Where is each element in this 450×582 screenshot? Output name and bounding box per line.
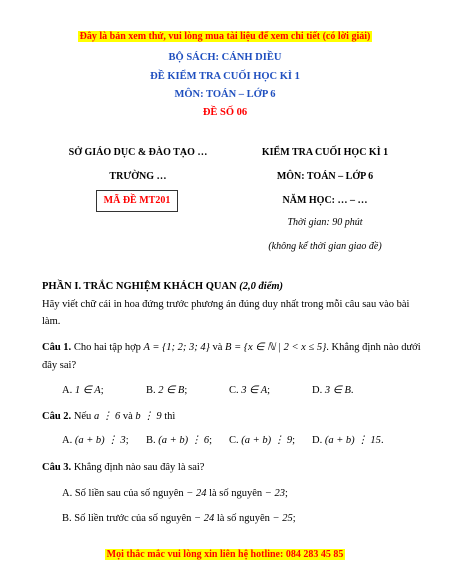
bottom-banner-row — [0, 544, 450, 562]
option-letter: B. — [146, 385, 156, 396]
option-expr: (a + b) ⋮ 9 — [241, 435, 293, 446]
option-letter: A. — [62, 435, 73, 446]
q1-option-a — [62, 384, 104, 396]
q1-option-d — [312, 384, 354, 396]
q3a-mid: là số nguyên — [206, 488, 265, 499]
q1-option-b — [146, 384, 187, 396]
right-subject: MÔN: TOÁN – LỚP 6 — [276, 171, 374, 182]
q1-label: Câu 1. — [42, 342, 72, 353]
option-expr: (a + b) ⋮ 6 — [158, 435, 210, 446]
option-expr: 3 ∈ B — [324, 385, 351, 396]
option-letter: C. — [229, 435, 239, 446]
department-name: SỞ GIÁO DỤC & ĐÀO TẠO … — [68, 147, 208, 158]
q2-and: và — [120, 411, 136, 422]
option-expr: 2 ∈ B — [158, 385, 185, 396]
option-end: ; — [267, 385, 271, 396]
q3a-end: ; — [285, 488, 288, 499]
option-expr: 3 ∈ A — [241, 385, 268, 396]
q1-stem — [42, 341, 421, 353]
subject-title: MÔN: TOÁN – LỚP 6 — [174, 89, 276, 100]
instruction-line-2: làm. — [42, 316, 61, 327]
q2-text-a: Nếu — [71, 411, 94, 422]
option-end: ; — [292, 435, 296, 446]
q2-option-b — [146, 434, 212, 446]
school-year: NĂM HỌC: … – … — [282, 195, 368, 206]
q3b-pre: B. Số liền trước của số nguyên — [62, 513, 194, 524]
q3-label: Câu 3. — [42, 462, 72, 473]
q3-option-b — [62, 513, 296, 524]
part1-heading: PHẦN I. TRẮC NGHIỆM KHÁCH QUAN — [42, 281, 240, 292]
q2-label: Câu 2. — [42, 411, 72, 422]
q3-option-a — [62, 488, 288, 499]
option-letter: D. — [312, 385, 323, 396]
option-expr: (a + b) ⋮ 3 — [74, 435, 126, 446]
q1-text-c: đây sai? — [42, 360, 77, 371]
q1-text-b: . Khẳng định nào dưới — [326, 342, 421, 353]
option-letter: C. — [229, 385, 239, 396]
q1-and: và — [209, 342, 226, 353]
q3b-mid: là số nguyên — [214, 513, 273, 524]
part1-title — [42, 281, 283, 292]
option-expr: 1 ∈ A — [74, 385, 101, 396]
option-end: ; — [209, 435, 213, 446]
q1-text-a: Cho hai tập hợp — [71, 342, 144, 353]
duration-note: (không kể thời gian giao đề) — [268, 241, 382, 252]
option-end: ; — [125, 435, 129, 446]
exam-title: ĐỀ KIỂM TRA CUỐI HỌC KÌ 1 — [150, 71, 300, 82]
book-series: BỘ SÁCH: CÁNH DIỀU — [168, 52, 282, 63]
exam-number: ĐỀ SỐ 06 — [202, 107, 248, 118]
part1-points: (2,0 điểm) — [239, 281, 284, 292]
q2-option-a — [62, 434, 129, 446]
option-expr: (a + b) ⋮ 15 — [324, 435, 381, 446]
q2-option-d — [312, 434, 384, 446]
exam-code-box: MÃ ĐỀ MT201 — [96, 190, 178, 212]
option-letter: A. — [62, 385, 73, 396]
q1-option-c — [229, 384, 270, 396]
q3-stem — [42, 462, 204, 473]
option-end: ; — [100, 385, 104, 396]
q3a-n1: − 24 — [186, 488, 207, 499]
school-name: TRƯỜNG … — [109, 171, 167, 182]
option-end: . — [350, 385, 354, 396]
q2-stem — [42, 410, 175, 422]
instruction-line-1: Hãy viết chữ cái in hoa đứng trước phương án đúng duy nhất trong mỗi câu sau vào bài — [42, 299, 410, 310]
q2-text-b: thì — [161, 411, 176, 422]
q2-m1: a ⋮ 6 — [93, 411, 121, 422]
hotline-banner: Mọi thắc mắc vui lòng xin liên hệ hotline: 084 283 45 85 — [106, 549, 344, 560]
q3a-n2: − 23 — [264, 488, 285, 499]
q3-text: Khẳng định nào sau đây là sai? — [71, 462, 205, 473]
q1-set-a: A = {1; 2; 3; 4} — [143, 342, 210, 353]
q3a-pre: A. Số liền sau của số nguyên — [62, 488, 187, 499]
option-letter: B. — [146, 435, 156, 446]
right-exam-title: KIỂM TRA CUỐI HỌC KÌ 1 — [261, 147, 389, 158]
q2-option-c — [229, 434, 295, 446]
exam-duration: Thời gian: 90 phút — [287, 217, 363, 228]
q3b-n2: − 25 — [272, 513, 293, 524]
preview-banner: Đây là bản xem thử, vui lòng mua tài liệu để xem chi tiết (có lời giải) — [79, 31, 371, 42]
q2-m2: b ⋮ 9 — [135, 411, 162, 422]
option-letter: D. — [312, 435, 323, 446]
q3b-end: ; — [292, 513, 296, 524]
option-end: . — [380, 435, 384, 446]
q1-set-b: B = {x ∈ ℕ | 2 < x ≤ 5} — [225, 342, 327, 353]
option-end: ; — [184, 385, 188, 396]
top-banner-row — [0, 26, 450, 44]
q3b-n1: − 24 — [193, 513, 215, 524]
